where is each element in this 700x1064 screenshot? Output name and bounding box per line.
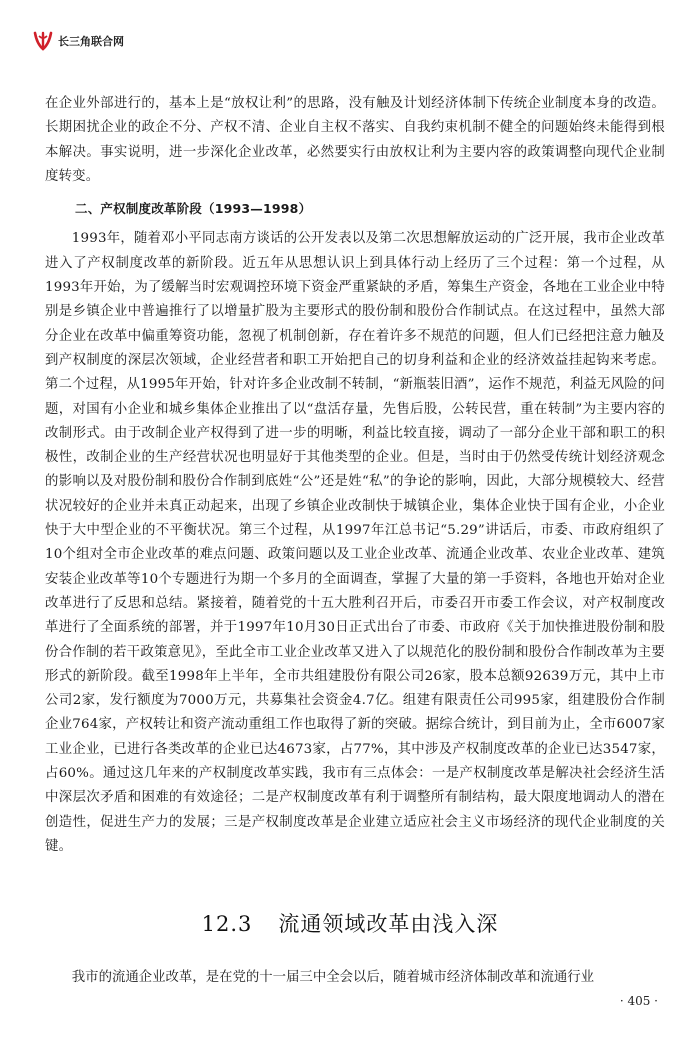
chapter-number: 12.3 bbox=[201, 912, 253, 936]
intro-paragraph: 在企业外部进行的，基本上是“放权让利”的思路，没有触及计划经济体制下传统企业制度本身的改造。长期困扰企业的政企不分、产权不清、企业自主权不落实、自我约束机制不健全的问题始终未能得到根本解决。事实说明，进一步深化企业改革，必然要实行由放权让利为主要内容的政策调整向现代企业制度转变。 bbox=[45, 96, 665, 184]
section-heading: 二、产权制度改革阶段（1993—1998） bbox=[75, 201, 312, 217]
page-body bbox=[45, 92, 665, 859]
page-number: · 405 · bbox=[619, 994, 658, 1008]
chapter-title-text: 流通领域改革由浅入深 bbox=[278, 912, 499, 936]
site-name: 长三角联合网 bbox=[58, 35, 124, 48]
page-header bbox=[32, 30, 124, 52]
main-paragraph: 1993年，随着邓小平同志南方谈话的公开发表以及第二次思想解放运动的广泛开展，我市企业改革进入了产权制度改革的新阶段。近五年从思想认识上到具体行动上经历了三个过程：第一个过程，从1993年开始，为了缓解当时宏观调控环境下资金严重紧缺的矛盾，筹集生产资金，各地在工业企业中特别是乡镇企业中普遍推行了以增量扩股为主要形式的股份制和股份合作制试点。在这过程中，虽然大部分企业在改革中偏重筹资功能，忽视了机制创新，存在着许多不规范的问题，但人们已经把注意力触及到产权制度的深层次领域，企业经营者和职工开始把自己的切身利益和企业的经济效益挂起钩来考虑。第二个过程，从1995年开始，针对许多企业改制不转制，“新瓶装旧酒”，运作不规范，利益无风险的问题，对国有小企业和城乡集体企业推出了以“盘活存量，先售后股，公转民营，重在转制”为主要内容的改制形式。由于改制企业产权得到了进一步的明晰，利益比较直接，调动了一部分企业干部和职工的积极性，改制企业的生产经营状况也明显好于其他类型的企业。但是，当时由于仍然受传统计划经济观念的影响以及对股份制和股份合作制到底姓“公”还是姓“私”的争论的影响，因此，大部分规模较大、经营状况较好的企业并未真正动起来，出现了乡镇企业改制快于城镇企业，集体企业快于国有企业，小企业快于大中型企业的不平衡状况。第三个过程，从1997年江总书记“5.29”讲话后，市委、市政府组织了10个组对全市企业改革的难点问题、政策问题以及工业企业改革、流通企业改革、农业企业改革、建筑安装企业改革等10个专题进行为期一个多月的全面调查，掌握了大量的第一手资料，各地也开始对企业改革进行了反思和总结。紧接着，随着党的十五大胜利召开后，市委召开市委工作会议，对产权制度改革进行了全面系统的部署，并于1997年10月30日正式出台了市委、市政府《关于加快推进股份制和股份合作制的若干政策意见》，至此全市工业企业改革又进入了以规范化的股份制和股份合作制改革为主要形式的新阶段。截至1998年上半年，全市共组建股份有限公司26家，股本总额92639万元，其中上市公司2家，发行额度为7000万元，共募集社会资金4.7亿。组建有限责任公司995家，组建股份合作制企业764家，产权转让和资产流动重组工作也取得了新的突破。据综合统计，到目前为止，全市6007家工业企业，已进行各类改革的企业已达4673家，占77%，其中涉及产权制度改革的企业已达3547家，占60%。通过这几年来的产权制度改革实践，我市有三点体会：一是产权制度改革是解决社会经济生活中深层次矛盾和困难的有效途径；二是产权制度改革有利于调整所有制结构，最大限度地调动人的潜在创造性，促进生产力的发展；三是产权制度改革是企业建立适应社会主义市场经济的现代企业制度的关键。 bbox=[45, 231, 665, 854]
changsanjiao-logo-icon bbox=[32, 30, 54, 52]
final-paragraph-line: 我市的流通企业改革，是在党的十一届三中全会以后，随着城市经济体制改革和流通行业 bbox=[71, 970, 595, 985]
chapter-title bbox=[0, 908, 700, 938]
